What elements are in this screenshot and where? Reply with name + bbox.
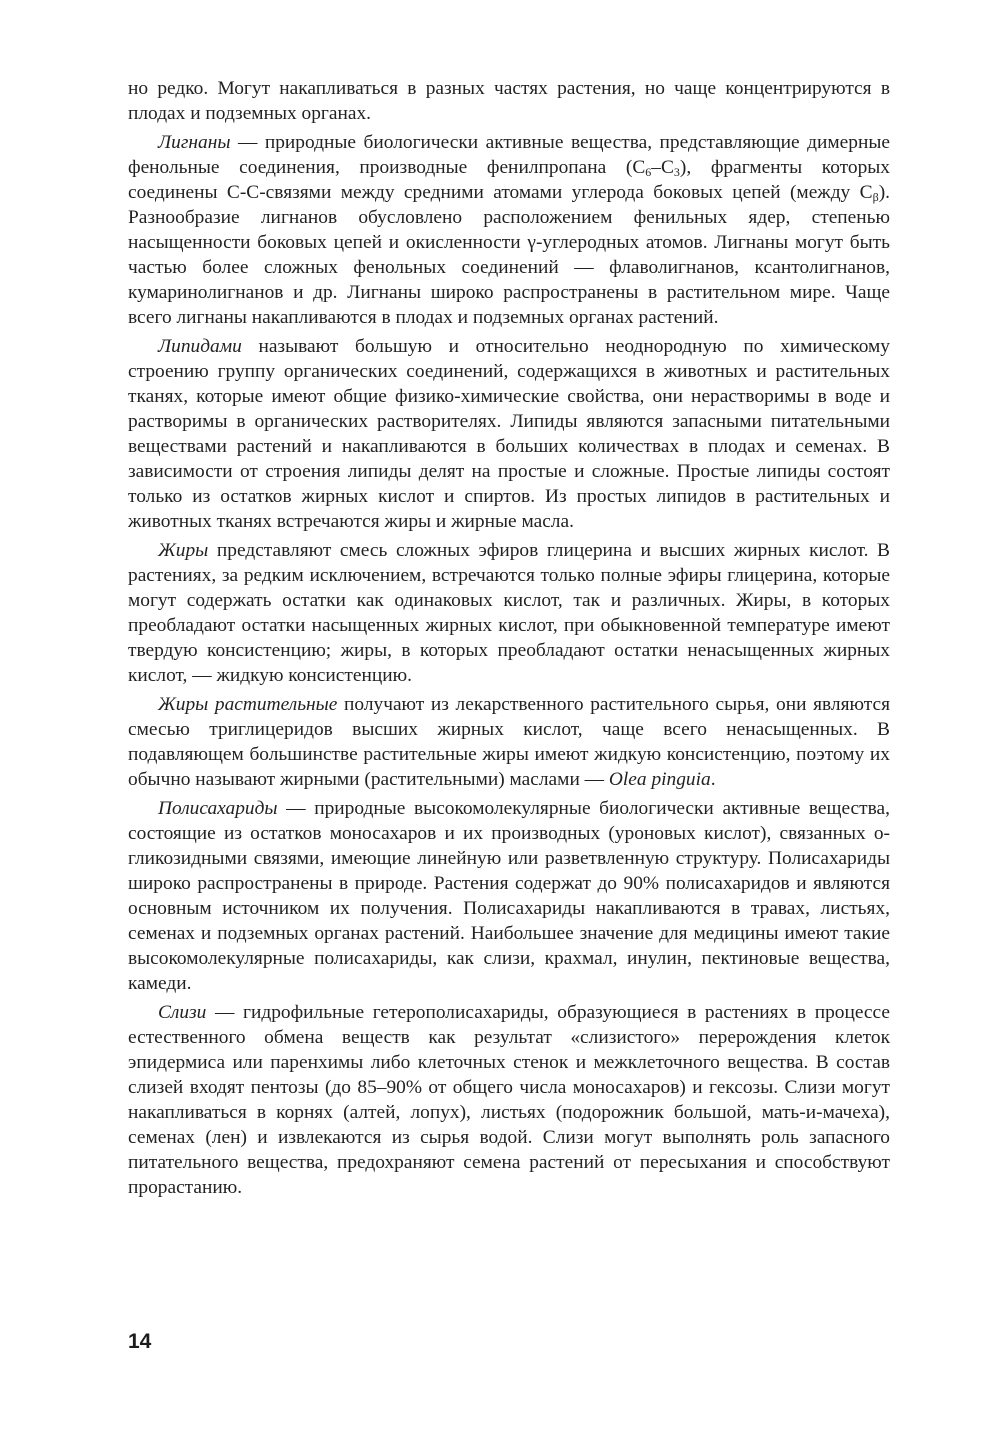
term-mucilages: Слизи: [158, 1002, 207, 1023]
paragraph-text: представляют смесь сложных эфиров глицерина и высших жирных кислот. В растениях, за редким исключением, встречаются только полные эфиры глицерина, которые могут содержать остатки как одинаковых кислот, так и различных. Жиры, в которых преобладают остатки насыщенных жирных кислот, при обыкновенной температуре имеют твердую консистенцию; жиры, в которых преобладают остатки ненасыщенных жирных кислот, — жидкую консистенцию.: [128, 540, 890, 686]
term-plant-fats: Жиры растительные: [158, 694, 338, 715]
paragraph-plant-fats: [128, 692, 890, 792]
page-number: 14: [128, 1330, 152, 1353]
term-lignans: Лигнаны: [158, 132, 231, 153]
paragraph-polysaccharides: [128, 796, 890, 996]
term-polysaccharides: Полисахариды: [158, 798, 278, 819]
paragraph-text: но редко. Могут накапливаться в разных частях растения, но чаще концентрируются в плодах и подземных органах.: [128, 78, 890, 124]
paragraph-mucilages: [128, 1000, 890, 1200]
paragraph-text: — гидрофильные гетерополисахариды, образующиеся в растениях в процессе естественного обмена веществ как результат «слизистого» перерождения клеток эпидермиса или паренхимы либо клеточных стенок и межклеточного вещества. В состав слизей входят пентозы (до 85–90% от общего числа моносахаров) и гексозы. Слизи могут накапливаться в корнях (алтей, лопух), листьях (подорожник большой, мать-и-мачеха), семенах (лен) и извлекаются из сырья водой. Слизи могут выполнять роль запасного питательного вещества, предохраняют семена растений от пересыхания и способствуют прорастанию.: [128, 1002, 890, 1198]
term-lipids: Липидами: [158, 336, 242, 357]
paragraph-lipids: [128, 334, 890, 534]
paragraph-lignans: [128, 130, 890, 330]
paragraph-text: называют большую и относительно неоднородную по химическому строению группу органических соединений, содержащихся в животных и растительных тканях, которые имеют общие физико-химические свойства, они нерастворимы в воде и растворимы в органических растворителях. Липиды являются запасными питательными веществами растений и накапливаются в больших количествах в плодах и семенах. В зависимости от строения липиды делят на простые и сложные. Простые липиды состоят только из остатков жирных кислот и спиртов. Из простых липидов в растительных и животных тканях встречаются жиры и жирные масла.: [128, 336, 890, 532]
term-fats: Жиры: [158, 540, 209, 561]
paragraph-fats: [128, 538, 890, 688]
paragraph-text: — природные высокомолекулярные биологически активные вещества, состоящие из остатков моносахаров и их производных (уроновых кислот), связанных о-гликозидными связями, имеющие линейную или разветвленную структуру. Полисахариды широко распространены в природе. Растения содержат до 90% полисахаридов и являются основным источником их получения. Полисахариды накапливаются в травах, листьях, семенах и подземных органах растений. Наибольшее значение для медицины имеют такие высокомолекулярные полисахариды, как слизи, крахмал, инулин, пектиновые вещества, камеди.: [128, 798, 890, 994]
paragraph-text: получают из лекарственного растительного сырья, они являются смесью триглицеридов высших жирных кислот, чаще всего ненасыщенных. В подавляющем большинстве растительные жиры имеют жидкую консистенцию, поэтому их обычно называют жирными (растительными) маслами —: [128, 694, 890, 790]
latin-name: Olea pinguia: [608, 769, 711, 790]
paragraph-text: — природные биологически активные вещества, представляющие димерные фенольные соединения, производные фенилпропана $(C_6-C_3)$, фрагменты которых соединены C-C-связями между средними атомами углерода боковых цепей (между $C_\beta$). Разнообразие лигнанов обусловлено расположением фенильных ядер, степенью насыщенности боковых цепей и окисленности γ-углеродных атомов. Лигнаны могут быть частью более сложных фенольных соединений — флаволигнанов, ксантолигнанов, кумаринолигнанов и др. Лигнаны широко распространены в растительном мире. Чаще всего лигнаны накапливаются в плодах и подземных органах растений.: [128, 132, 890, 328]
paragraph-continuation: [128, 76, 890, 126]
paragraph-tail: .: [710, 769, 716, 790]
